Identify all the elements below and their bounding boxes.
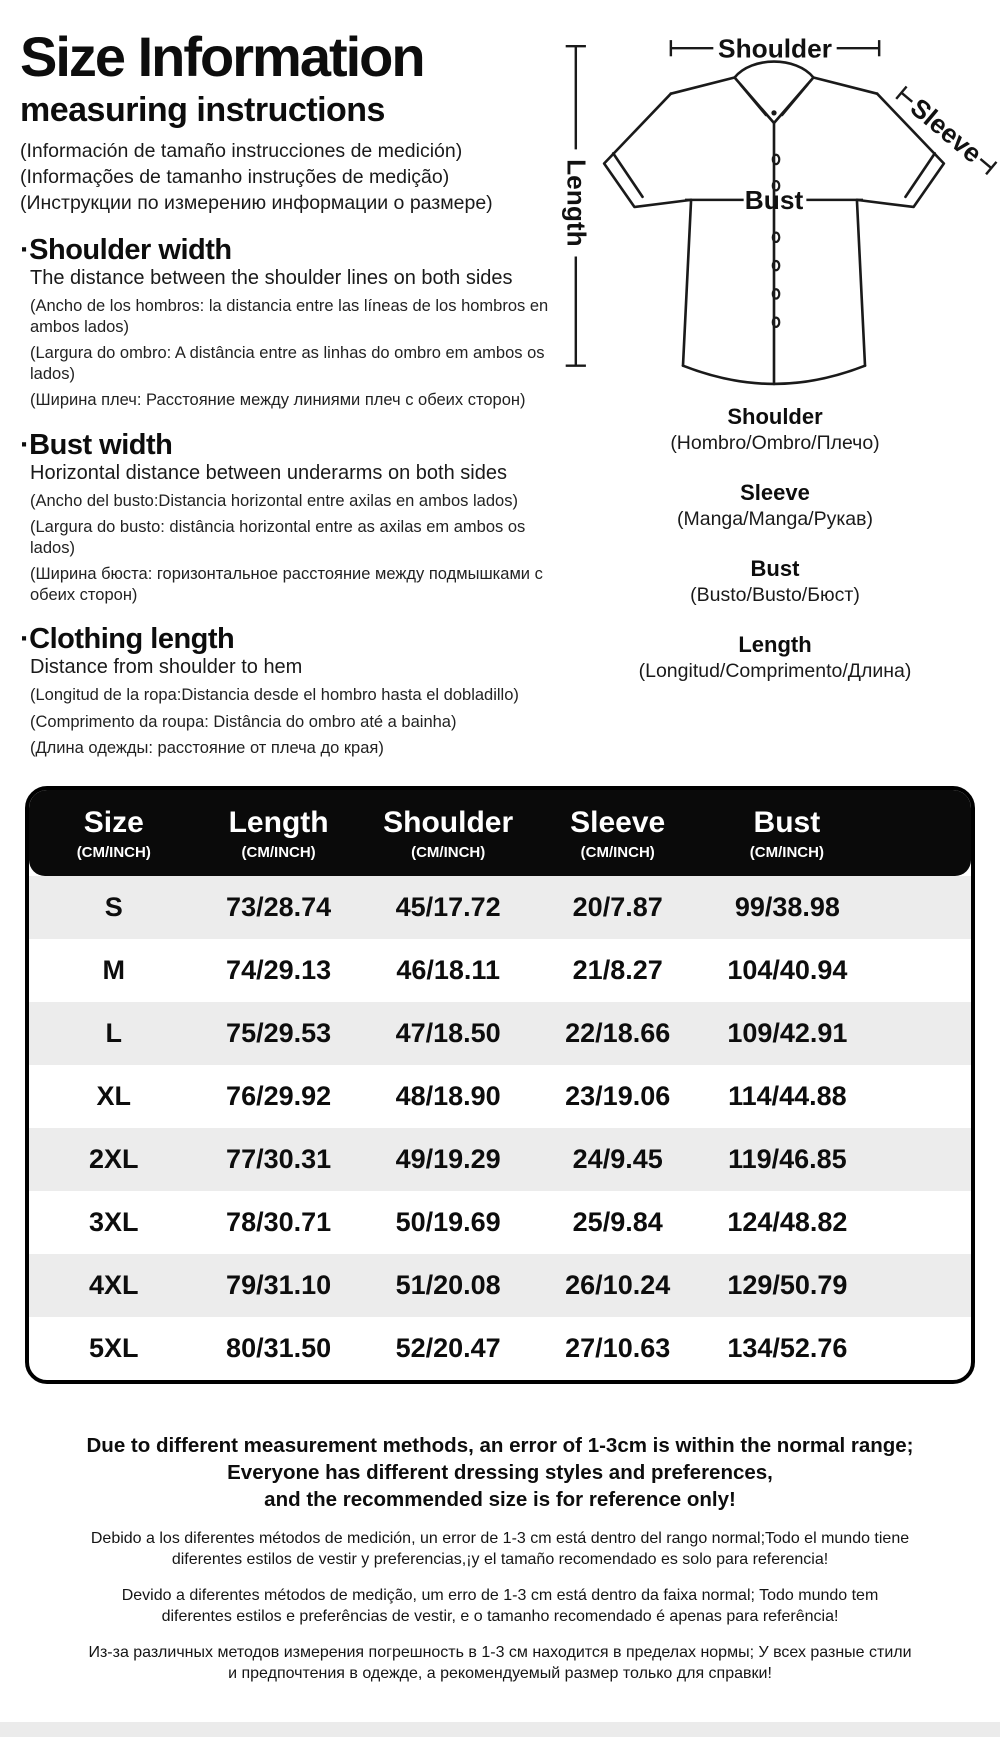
table-row-2xl — [29, 1128, 971, 1191]
size-cell: L — [105, 1018, 123, 1048]
size-cell: 3XL — [89, 1207, 139, 1237]
length-cell: 75/29.53 — [226, 1018, 332, 1048]
legend-term: Length — [738, 632, 812, 657]
legend-sleeve — [550, 480, 1000, 532]
length-cell: 79/31.10 — [226, 1270, 332, 1300]
table-row-5xl — [29, 1317, 971, 1380]
shoulder-cell: 45/17.72 — [395, 892, 501, 922]
column-header-sleeve: Sleeve (CM/INCH) — [538, 790, 698, 876]
shoulder-annotation-label: Shoulder — [718, 33, 832, 64]
section-note-es: (Ancho de los hombros: la distancia entre las líneas de los hombros en ambos lados) — [30, 297, 549, 336]
table-row-3xl — [29, 1191, 971, 1254]
sleeve-cell: 21/8.27 — [572, 955, 663, 985]
shoulder-cell: 50/19.69 — [395, 1207, 501, 1237]
page-subtitle: measuring instructions — [20, 91, 385, 129]
length-cell: 76/29.92 — [226, 1081, 332, 1111]
size-cell: 4XL — [89, 1270, 139, 1300]
legend-term: Shoulder — [727, 404, 823, 429]
size-table-header — [29, 790, 971, 876]
size-table-frame — [25, 786, 975, 1384]
legend-length — [550, 632, 1000, 684]
section-heading: ·Clothing length — [20, 623, 235, 655]
bust-cell: 129/50.79 — [727, 1270, 848, 1300]
length-cell: 77/30.31 — [226, 1144, 332, 1174]
page-title: Size Information — [20, 25, 424, 88]
length-annotation-label: Length — [561, 159, 592, 247]
title-translation-es: (Información de tamaño instrucciones de medición) — [20, 140, 463, 162]
disclaimer-ru: Из-за различных методов измерения погрешность в 1-3 см находится в пределах нормы; У всех разные стили и предпочтения в одежде, а рекомендуемый размер только для справки! — [88, 1644, 912, 1682]
table-row-l — [29, 1002, 971, 1065]
legend-translation: (Longitud/Comprimento/Длина) — [638, 660, 912, 682]
bust-cell: 134/52.76 — [727, 1333, 848, 1363]
column-header-bust: Bust (CM/INCH) — [698, 790, 971, 876]
section-heading: ·Bust width — [20, 428, 173, 461]
section-note-ru: (Длина одежды: расстояние от плеча до края) — [30, 739, 384, 757]
section-note-es: (Ancho del busto:Distancia horizontal entre axilas en ambos lados) — [30, 491, 518, 510]
legend-translation: (Hombro/Ombro/Плечо) — [670, 432, 880, 454]
disclaimer-es: Debido a los diferentes métodos de medición, un error de 1-3 cm está dentro del rango normal;Todo el mundo tiene diferentes estilos de vestir y preferencias,¡y el tamaño recomendado es solo para referencia! — [90, 1530, 910, 1568]
title-translation-pt: (Informações de tamanho instruções de medição) — [20, 166, 450, 188]
length-cell: 74/29.13 — [226, 955, 332, 985]
section-note-pt: (Comprimento da roupa: Distância do ombro até a bainha) — [30, 712, 457, 731]
length-cell: 73/28.74 — [226, 892, 332, 922]
bust-cell: 114/44.88 — [728, 1081, 847, 1111]
section-description: Distance from shoulder to hem — [30, 656, 303, 678]
disclaimer-pt: Devido a diferentes métodos de medição, um erro de 1-3 cm está dentro da faixa normal; Todo mundo tem diferentes estilos e preferências de vestir, e o tamanho recomendado é apenas para referência! — [121, 1587, 879, 1625]
sleeve-cell: 24/9.45 — [572, 1144, 663, 1174]
bottom-edge-strip — [0, 1722, 1000, 1737]
length-cell: 80/31.50 — [226, 1333, 332, 1363]
size-cell: XL — [96, 1081, 132, 1111]
section-note-pt: (Largura do busto: distância horizontal entre as axilas em ambos os lados) — [30, 518, 526, 557]
column-header-size: Size (CM/INCH) — [29, 790, 199, 876]
table-row-xl — [29, 1065, 971, 1128]
legend-term: Sleeve — [740, 480, 810, 505]
shoulder-cell: 47/18.50 — [395, 1018, 501, 1048]
sleeve-cell: 25/9.84 — [572, 1207, 663, 1237]
section-note-es: (Longitud de la ropa:Distancia desde el hombro hasta el dobladillo) — [30, 686, 519, 704]
size-cell: 5XL — [89, 1333, 139, 1363]
disclaimer-emphasis: Due to different measurement methods, an error of 1-3cm is within the normal range; Everyone has different dressing styles and preferences, and the recommended size is for reference only! — [86, 1434, 914, 1511]
sleeve-cell: 23/19.06 — [565, 1081, 671, 1111]
sleeve-cell: 20/7.87 — [572, 892, 663, 922]
section-note-pt: (Largura do ombro: A distância entre as linhas do ombro em ambos os lados) — [30, 344, 545, 383]
legend-bust — [550, 556, 1000, 608]
section-description: Horizontal distance between underarms on both sides — [30, 461, 507, 484]
legend-term: Bust — [750, 556, 800, 581]
sleeve-annotation-label: Sleeve — [904, 92, 988, 169]
sleeve-annotation — [892, 81, 998, 179]
measuring-instructions-column — [20, 26, 555, 765]
table-row-m — [29, 939, 971, 1002]
section-shoulder-width — [20, 234, 555, 411]
section-note-ru: (Ширина плеч: Расстояние между линиями плеч с обеих сторон) — [30, 391, 526, 409]
table-row-s — [29, 876, 971, 939]
disclaimer — [0, 1432, 1000, 1684]
section-note-ru: (Ширина бюста: горизонтальное расстояние между подмышками с обеих сторон) — [30, 565, 543, 604]
bust-cell: 124/48.82 — [727, 1207, 848, 1237]
shoulder-cell: 48/18.90 — [395, 1081, 501, 1111]
column-header-length: Length (CM/INCH) — [199, 790, 359, 876]
section-bust-width — [20, 429, 555, 606]
legend-shoulder — [550, 404, 1000, 456]
column-header-shoulder: Shoulder (CM/INCH) — [359, 790, 538, 876]
legend-translation: (Manga/Manga/Рукав) — [677, 508, 873, 530]
shoulder-cell: 49/19.29 — [395, 1144, 501, 1174]
size-table — [29, 790, 971, 1380]
size-cell: 2XL — [89, 1144, 139, 1174]
sleeve-cell: 26/10.24 — [565, 1270, 671, 1300]
shirt-measurement-illustration — [550, 30, 998, 392]
size-cell: S — [104, 892, 123, 922]
bust-cell: 99/38.98 — [734, 892, 840, 922]
section-clothing-length — [20, 623, 555, 759]
shoulder-cell: 51/20.08 — [395, 1270, 501, 1300]
bust-annotation-label: Bust — [744, 184, 804, 215]
section-heading: ·Shoulder width — [20, 234, 232, 266]
size-cell: M — [102, 955, 126, 985]
bust-cell: 109/42.91 — [727, 1018, 848, 1048]
shirt-diagram — [550, 30, 1000, 708]
legend-translation: (Busto/Busto/Бюст) — [690, 584, 860, 606]
diagram-legend — [550, 404, 1000, 684]
length-cell: 78/30.71 — [226, 1207, 332, 1237]
title-translation-ru: (Инструкции по измерению информации о размере) — [20, 192, 493, 214]
shoulder-cell: 46/18.11 — [396, 955, 500, 985]
section-description: The distance between the shoulder lines on both sides — [30, 267, 513, 289]
shoulder-cell: 52/20.47 — [395, 1333, 501, 1363]
sleeve-cell: 22/18.66 — [565, 1018, 671, 1048]
table-row-4xl — [29, 1254, 971, 1317]
bust-cell: 104/40.94 — [727, 955, 848, 985]
sleeve-cell: 27/10.63 — [565, 1333, 671, 1363]
bust-cell: 119/46.85 — [728, 1144, 847, 1174]
collar-button — [771, 110, 776, 115]
